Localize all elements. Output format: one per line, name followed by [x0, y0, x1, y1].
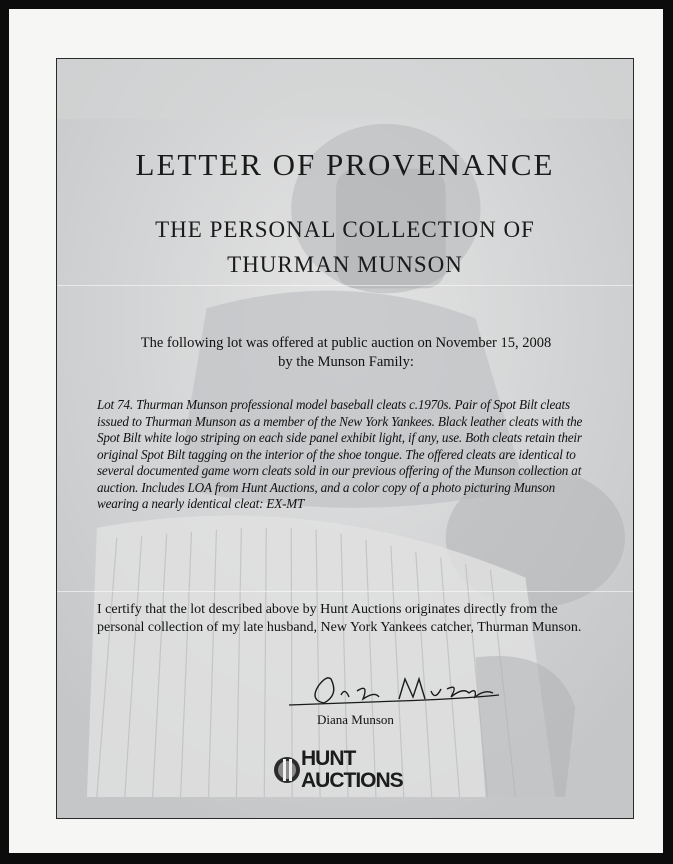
paper-fold-line [57, 285, 633, 286]
letter-sheet [9, 9, 663, 853]
intro-line1: The following lot was offered at public auction on November 15, 2008 [140, 335, 552, 351]
letter-title: LETTER OF PROVENANCE [135, 147, 555, 182]
lot-description: Lot 74. Thurman Munson professional model baseball cleats c.1970s. Pair of Spot Bilt cleats issued to Thurman Munson as a member of the New York Yankees. Black leather cleats with the Spot Bilt white logo striping on each side panel exhibit light, if any, use. Both cleats retain their original Spot Bilt tagging on the interior of the shoe tongue. The offered cleats are identical to several documented game worn cleats sold in our previous offering of the Munson collection at auction. Includes LOA from Hunt Auctions, and a color copy of a photo picturing Munson wearing a nearly identical cleat: EX-MT [97, 397, 583, 511]
signer-name: Diana Munson [317, 712, 394, 727]
logo-text-hunt: HUNT [301, 747, 356, 770]
letter-subtitle-line2: THURMAN MUNSON [227, 252, 463, 277]
letter-frame [56, 58, 634, 819]
handwritten-signature [279, 665, 509, 715]
paper-fold-line [57, 591, 633, 592]
certification-statement: I certify that the lot described above by Hunt Auctions originates directly from the personal collection of my late husband, New York Yankees catcher, Thurman Munson. [97, 602, 582, 635]
intro-line2: by the Munson Family: [278, 354, 414, 370]
letter-subtitle-line1: THE PERSONAL COLLECTION OF [155, 217, 535, 242]
logo-text-auctions: AUCTIONS [301, 769, 403, 792]
